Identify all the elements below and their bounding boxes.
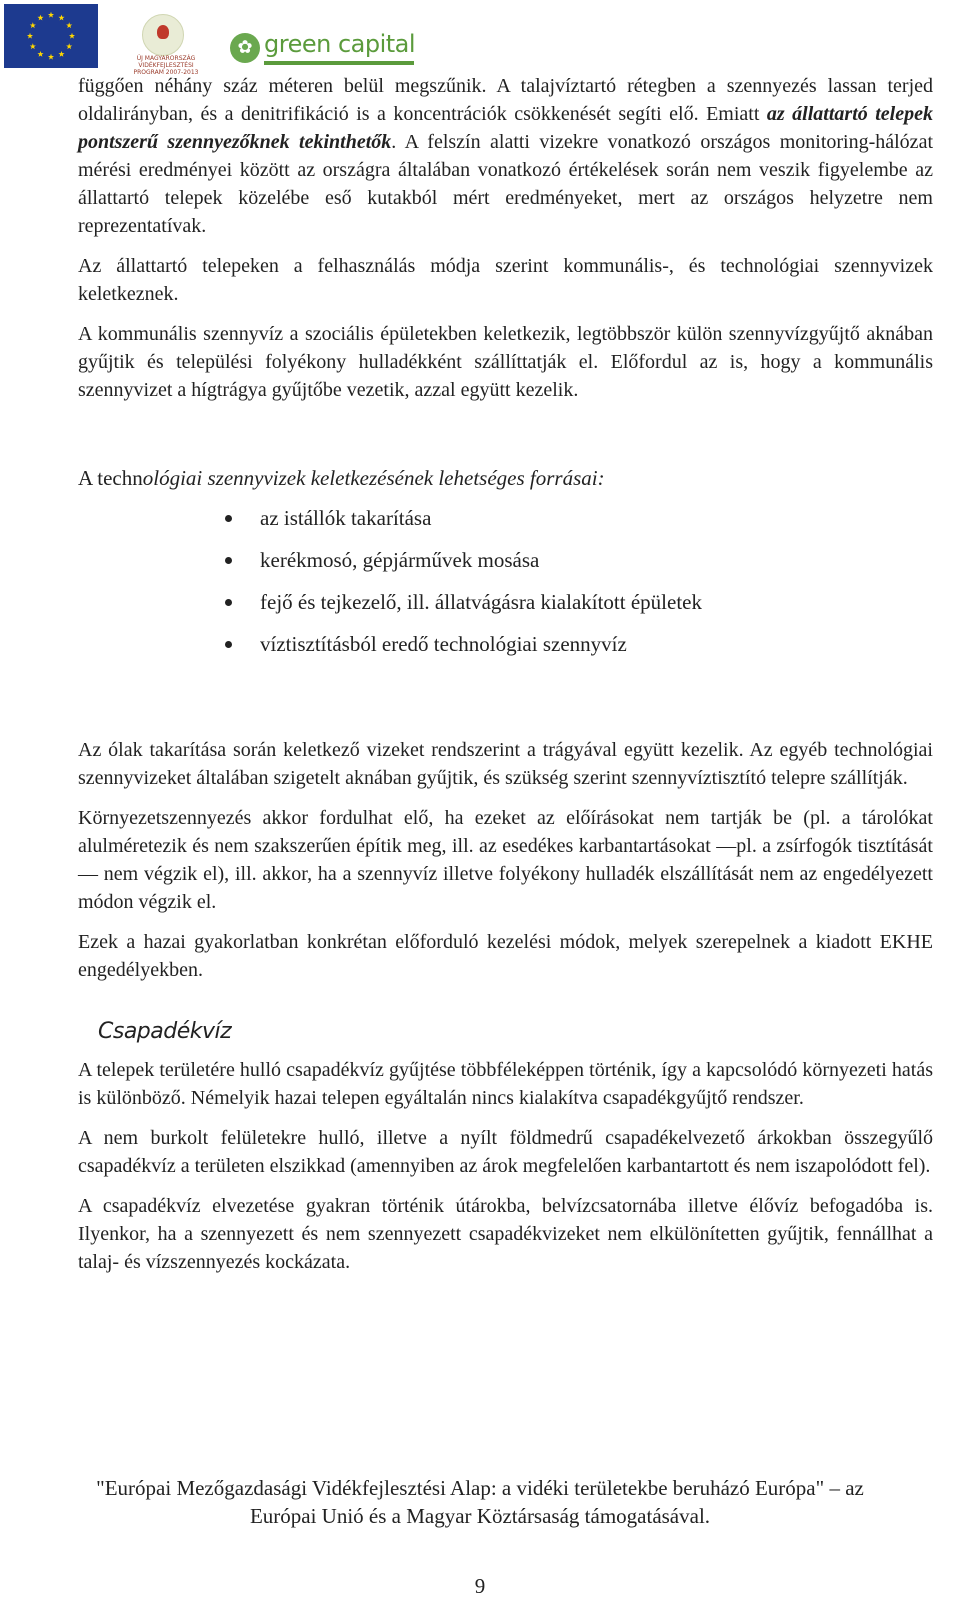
bullet-icon bbox=[225, 557, 232, 564]
list-item-text: víztisztításból eredő technológiai szennyvíz bbox=[260, 632, 627, 656]
list-item bbox=[78, 504, 933, 546]
list-item bbox=[78, 588, 933, 630]
list-title bbox=[78, 464, 933, 492]
section-heading: Csapadékvíz bbox=[98, 1019, 232, 1044]
p1-end: . A felszín alatti vizekre vonatkozó országos monitoring-hálózat mérési eredményei között az országra általában vonatkozó értékelések során nem veszik figyelembe az állattartó telepek közelébe eső kutakból mért eredményeket, mert az országos helyzetre nem reprezentatívak. bbox=[78, 131, 933, 237]
list-item bbox=[78, 546, 933, 588]
list-item-text: kerékmosó, gépjárművek mosása bbox=[260, 548, 540, 572]
paragraph-9: A csapadékvíz elvezetése gyakran történik útárokba, belvízcsatornába illetve élővíz befogadóba is. Ilyenkor, ha a szennyezett és nem szennyezett csapadékvizeket nem elkülönítetten gyűjtik, fennállhat a talaj- és vízszennyezés kockázata. bbox=[78, 1195, 933, 1273]
page-footer bbox=[0, 1474, 960, 1530]
leaf-icon: ✿ bbox=[230, 33, 260, 63]
list-item-text: fejő és tejkezelő, ill. állatvágásra kialakított épületek bbox=[260, 590, 702, 614]
eu-flag-logo bbox=[4, 4, 98, 68]
paragraph-6: Ezek a hazai gyakorlatban konkrétan előforduló kezelési módok, melyek szerepelnek a kiadott EKHE engedélyekben. bbox=[78, 931, 933, 981]
paragraph-3: A kommunális szennyvíz a szociális épületekben keletkezik, legtöbbször külön szennyvízgyűjtő aknában gyűjtik és települési folyékony hulladékként szállíttatják el. Előfordul az is, hogy a kommunális szennyvizet a hígtrágya gyűjtőbe vezetik, azzal együtt kezelik. bbox=[78, 323, 933, 401]
document-body bbox=[78, 72, 933, 1288]
footer-line-2: Európai Unió és a Magyar Köztársaság támogatásával. bbox=[249, 1504, 711, 1528]
footer-line-1: "Európai Mezőgazdasági Vidékfejlesztési Alap: a vidéki területekbe beruházó Európa" – az bbox=[96, 1476, 864, 1500]
bullet-icon bbox=[225, 599, 232, 606]
list-item-text: az istállók takarítása bbox=[260, 506, 432, 530]
paragraph-2: Az állattartó telepeken a felhasználás módja szerint kommunális-, és technológiai szennyvizek keletkeznek. bbox=[78, 255, 933, 305]
list-title-italic: ológiai szennyvizek keletkezésének lehetséges forrásai: bbox=[142, 466, 605, 490]
hu-emblem-icon bbox=[142, 14, 184, 56]
green-capital-logo bbox=[230, 30, 416, 70]
bullet-icon bbox=[225, 515, 232, 522]
eu-flag-icon bbox=[4, 4, 98, 68]
paragraph-8: A nem burkolt felületekre hulló, illetve a nyílt földmedrű csapadékelvezető árkokban összegyűlő csapadékvíz a területen elszikkad (amennyiben az árok megfelelően karbantartott és nem iszapolódott fel). bbox=[78, 1127, 933, 1177]
p1-start: függően néhány száz méteren belül megszűnik. A talajvíztartó rétegben a szennyezés lassan terjed oldalirányban, és a denitrifikáció is a koncentrációk csökkenését segíti elő. Emiatt bbox=[78, 75, 933, 125]
logo-underline bbox=[264, 61, 414, 65]
paragraph-5: Környezetszennyezés akkor fordulhat elő, ha ezeket az előírásokat nem tartják be (pl. a tárolókat alulméretezik és nem szakszerűen építik meg, ill. az esedékes karbantartásokat —pl. a zsírfogók tisztítását— nem végzik el), ill. akkor, ha a szennyvíz illetve folyékony hulladék elszállítását nem az engedélyezett módon végzik el. bbox=[78, 807, 933, 913]
page-header bbox=[0, 0, 960, 76]
bullet-icon bbox=[225, 641, 232, 648]
page-number: 9 bbox=[474, 1574, 486, 1598]
paragraph-1 bbox=[78, 72, 933, 240]
list-title-plain: A techn bbox=[78, 466, 143, 490]
green-capital-text: green capital bbox=[264, 30, 416, 58]
hu-logo-text: ÚJ MAGYARORSZÁG VIDÉKFEJLESZTÉSI PROGRAM 2007-2013 bbox=[133, 55, 199, 76]
paragraph-7: A telepek területére hulló csapadékvíz gyűjtése többféleképpen történik, így a kapcsolódó környezeti hatás is különböző. Némelyik hazai telepen egyáltalán nincs kialakítva csapadékgyűjtő rendszer. bbox=[78, 1059, 933, 1109]
paragraph-4: Az ólak takarítása során keletkező vizeket rendszerint a trágyával együtt kezelik. Az egyéb technológiai szennyvizeket általában szigetelt aknában gyűjtik, és szükség szerint szennyvíztisztító telepre szállítják. bbox=[78, 739, 933, 789]
list-item bbox=[78, 630, 933, 672]
p1-emphasis: az állattartó telepek pontszerű szennyezőknek tekinthetők bbox=[78, 103, 933, 153]
sources-list bbox=[78, 504, 933, 672]
uj-magyarorszag-logo bbox=[130, 14, 202, 76]
